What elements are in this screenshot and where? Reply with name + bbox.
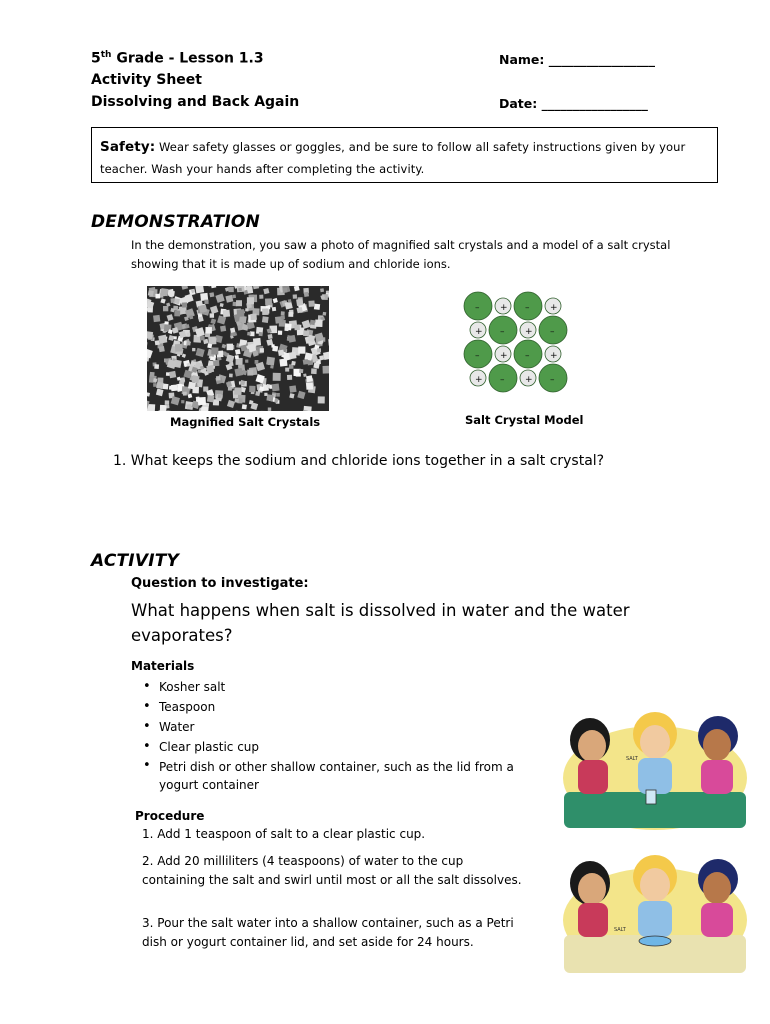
svg-text:+: + [500, 303, 508, 313]
svg-text:–: – [500, 327, 505, 337]
materials-label: Materials [131, 659, 195, 673]
activity-heading: ACTIVITY [91, 551, 180, 571]
list-item: • Clear plastic cup [131, 737, 531, 757]
procedure-label: Procedure [135, 809, 205, 823]
svg-text:–: – [475, 351, 480, 361]
salt-crystal-model-image [456, 288, 586, 396]
procedure-step-2: 2. Add 20 milliliters (4 teaspoons) of water to the cup containing the salt and swirl until most or all the salt dissolves. [142, 854, 522, 887]
svg-text:–: – [525, 351, 530, 361]
magnified-salt-crystals-photo [147, 286, 329, 411]
safety-label: Safety: [100, 139, 156, 155]
list-item: • Kosher salt [131, 677, 531, 697]
procedure-step-1: 1. Add 1 teaspoon of salt to a clear plastic cup. [142, 827, 426, 841]
svg-text:–: – [500, 375, 505, 385]
list-item: • Teaspoon [131, 697, 531, 717]
salt-box-label: SALT [626, 756, 638, 762]
svg-text:+: + [525, 327, 533, 337]
svg-text:+: + [475, 375, 483, 385]
safety-box [91, 127, 718, 183]
page-title: Dissolving and Back Again [91, 94, 300, 110]
demonstration-heading: DEMONSTRATION [91, 212, 260, 232]
lesson-line [91, 50, 264, 67]
safety-text: Wear safety glasses or goggles, and be sure to follow all safety instructions given by your teacher. Wash your hands after completing the activity. [100, 140, 686, 176]
svg-text:–: – [550, 375, 555, 385]
question-to-investigate-label: Question to investigate: [131, 576, 309, 591]
svg-text:+: + [550, 351, 558, 361]
svg-text:+: + [525, 375, 533, 385]
list-item: • Petri dish or other shallow container, such as the lid from a yogurt container [131, 757, 531, 794]
grade-superscript: th [100, 50, 112, 60]
svg-text:+: + [500, 351, 508, 361]
question-1: 1. What keeps the sodium and chloride ions together in a salt crystal? [113, 453, 605, 469]
students-pouring-illustration [560, 845, 750, 975]
procedure-step-3: 3. Pour the salt water into a shallow container, such as a Petri dish or yogurt container lid, and set aside for 24 hours. [142, 916, 514, 949]
svg-text:–: – [525, 303, 530, 313]
materials-list [131, 677, 531, 794]
svg-text:+: + [550, 303, 558, 313]
students-mixing-illustration [560, 700, 750, 830]
svg-text:–: – [550, 327, 555, 337]
salt-box-label: SALT [614, 927, 626, 933]
list-item: • Water [131, 717, 531, 737]
investigation-question: What happens when salt is dissolved in water and the water evaporates? [131, 601, 630, 645]
svg-text:–: – [475, 303, 480, 313]
svg-text:+: + [475, 327, 483, 337]
magnified-salt-crystals-caption: Magnified Salt Crystals [170, 415, 321, 429]
date-field[interactable]: Date: _________________ [499, 96, 648, 111]
grade-number: 5 [91, 50, 101, 67]
salt-crystal-model-caption: Salt Crystal Model [465, 413, 584, 427]
name-field[interactable]: Name: _________________ [499, 52, 655, 67]
demonstration-intro: In the demonstration, you saw a photo of magnified salt crystals and a model of a salt crystal showing that it is made up of sodium and chloride ions. [131, 238, 671, 271]
lesson-text: Grade - Lesson 1.3 [111, 50, 264, 67]
activity-sheet-label: Activity Sheet [91, 72, 202, 88]
